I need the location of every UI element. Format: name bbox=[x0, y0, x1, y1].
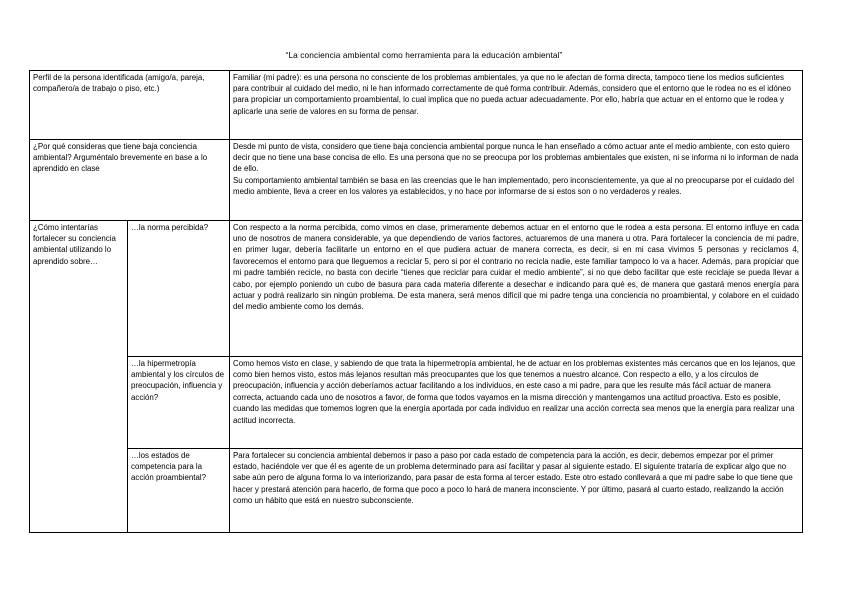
profile-text: Familiar (mi padre): es una persona no consciente de los problemas ambientales, ya que no le afectan de forma directa, tampoco tiene los medios suficientes para contribuir al cuidado del medio, ni le han informado correctamente de qué forma contribuir. Además, considero que el entorno que le rodea no es el idóneo para propiciar un comportamiento proambiental, lo cual implica que no pueda actuar adecuadamente. Por ello, habría que actuar en el entorno que le rodea y aplicarle una serie de valores en su forma de pensar. bbox=[233, 72, 791, 116]
hyperopia-label-cell bbox=[128, 357, 230, 449]
reason-text-cell bbox=[230, 140, 803, 221]
hyperopia-label: …la hipermetropía ambiental y los círculos de preocupación, influencia y acción? bbox=[131, 358, 224, 402]
table-row bbox=[30, 140, 803, 221]
table-row bbox=[30, 357, 803, 449]
table-row bbox=[30, 221, 803, 357]
reason-paragraph: Su comportamiento ambiental también se basa en las creencias que le han implementado, pero inconscientemente, ya que al no preocuparse por el cuidado del medio ambiente, lleva a creer en los valores ya establecidos, y no hace por informarse de si estos son o no verdaderos y reales. bbox=[233, 175, 795, 197]
competence-text-cell bbox=[230, 449, 803, 533]
norm-label-cell bbox=[128, 221, 230, 357]
table-row bbox=[30, 449, 803, 533]
profile-label: Perfil de la persona identificada (amigo/a, pareja, compañero/a de trabajo o piso, etc.) bbox=[33, 72, 205, 93]
strengthen-label-cell bbox=[30, 221, 128, 533]
competence-label-cell bbox=[128, 449, 230, 533]
hyperopia-text: Como hemos visto en clase, y sabiendo de que trata la hipermetropía ambiental, he de actuar en los problemas existentes más cercanos que en los lejanos, que como bien hemos visto, estos más lejanos resultan más preocupantes que los que tenemos a nuestro alcance. Con respecto a ello, y a los círculos de preocupación, influencia y acción deberíamos actuar facilitando a los individuos, en este caso a mi padre, para que les resulte más fácil actuar de manera correcta, actuando cada uno de nosotros a favor, de forma que todos vayamos en la misma dirección y mantengamos una actitud proactiva. Esto es posible, cuando las medidas que tomemos logren que la energía aportada por cada individuo en realizar una acción correcta sea menos que la energía para realizar una actitud incorrecta. bbox=[233, 358, 796, 425]
reason-label: ¿Por qué consideras que tiene baja conciencia ambiental? Arguméntalo brevemente en base a lo aprendido en clase bbox=[33, 141, 208, 174]
reason-label-cell bbox=[30, 140, 230, 221]
norm-text-cell bbox=[230, 221, 803, 357]
document-title: “La conciencia ambiental como herramienta para la educación ambiental” bbox=[285, 50, 563, 60]
profile-text-cell bbox=[230, 71, 803, 140]
strengthen-label: ¿Cómo intentarías fortalecer su conciencia ambiental utilizando lo aprendido sobre… bbox=[33, 222, 116, 266]
table-row bbox=[30, 71, 803, 140]
profile-label-cell bbox=[30, 71, 230, 140]
hyperopia-text-cell bbox=[230, 357, 803, 449]
competence-text: Para fortalecer su conciencia ambiental debemos ir paso a paso por cada estado de competencia para la acción, es decir, debemos empezar por el primer estado, haciéndole ver que él es agente de un problema determinado para así facilitar y pasar al siguiente estado. El siguiente trataría de explicar algo que no sabe aún pero de alguna forma lo va interiorizando, para pasar de esta forma al tercer estado. Este otro estado conllevará a que mi padre sabe lo que tiene que hacer y prestará atención para hacerlo, de forma que poco a poco lo hará de manera inconsciente. Y por último, pasará al cuarto estado, realizando la acción como un hábito que está en nuestro subconsciente. bbox=[233, 450, 793, 506]
reason-paragraph: Desde mi punto de vista, considero que tiene baja conciencia ambiental porque nunca le han enseñado a cómo actuar ante el medio ambiente, con esto quiero decir que no tiene una base concisa de ello. Es una persona que no se preocupa por los problemas ambientales que existen, ni se informa ni lo informan de nada de ello. bbox=[233, 141, 799, 174]
norm-text: Con respecto a la norma percibida, como vimos en clase, primeramente debemos actuar en el entorno que le rodea a esta persona. El entorno influye en cada uno de nosotros de manera considerable, ya que dependiendo de varios factores, actuaremos de una manera u otra. Para fortalecer la conciencia de mi padre, en primer lugar, debería facilitarle un entorno en el que pudiera actuar de manera correcta, es decir, si en mi casa vivimos 5 personas y reciclamos 4, favorecemos el entorno para que lleguemos a reciclar 5, pero si por el contrario no recicla nadie, este familiar tampoco lo va a hacer. Además, para propiciar que mi padre también recicle, no basta con decirle “tienes que reciclar para cuidar el medio ambiente”, si no que debo facilitar que este reciclaje se pueda llevar a cabo, por ejemplo poniendo un cubo de basura para cada materia diferente a desechar e indicando para qué es, de manera que gastará menos energía para actuar y podrá realizarlo sin ningún problema. De esta manera, será menos difícil que mi padre tenga una conciencia no proambiental, y colabore en el cuidado del medio ambiente como los demás. bbox=[233, 222, 799, 312]
worksheet-table bbox=[29, 70, 803, 533]
competence-label: …los estados de competencia para la acción proambiental? bbox=[131, 450, 207, 483]
norm-label: …la norma percibida? bbox=[131, 222, 209, 232]
